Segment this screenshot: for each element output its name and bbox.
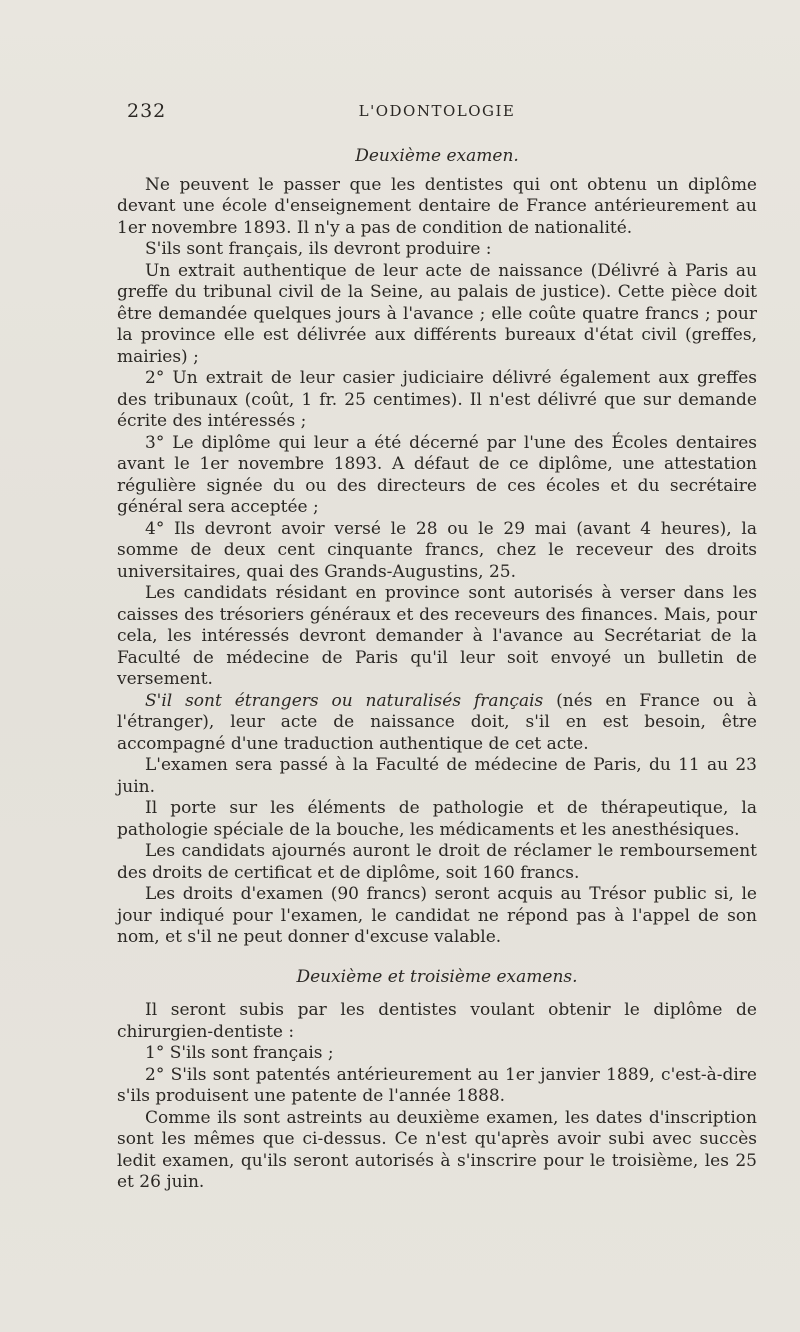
paragraph: Ne peuvent le passer que les dentistes qui ont obtenu un diplôme devant une école d'enseignement dentaire de France antérieurement au 1er novembre 1893. Il n'y a pas de condition de nationalité.	[117, 174, 757, 238]
paragraph: S'il sont étrangers ou naturalisés français (nés en France ou à l'étranger), leur acte de naissance doit, s'il en est besoin, être accompagné d'une traduction authentique de cet acte.	[117, 690, 757, 754]
paragraph: Il seront subis par les dentistes voulant obtenir le diplôme de chirurgien-dentiste :	[117, 1000, 757, 1042]
section-title: Deuxième et troisième examens.	[296, 966, 578, 987]
paragraph: Les droits d'examen (90 francs) seront acquis au Trésor public si, le jour indiqué pour l'examen, le candidat ne répond pas à l'appel de son nom, et s'il ne peut donner d'excuse valable.	[117, 884, 757, 947]
paragraph: 3° Le diplôme qui leur a été décerné par l'une des Écoles dentaires avant le 1er novembre 1893. A défaut de ce diplôme, une attestation régulière signée du ou des directeurs de ces écoles et du secrétaire général sera acceptée ;	[117, 432, 757, 517]
page-header	[117, 100, 757, 124]
paragraph: Les candidats résidant en province sont autorisés à verser dans les caisses des trésoriers généraux et des receveurs des finances. Mais, pour cela, les intéressés devront demander à l'avance au Secrétariat de la Faculté de médecine de Paris qu'il leur soit envoyé un bulletin de versement.	[117, 583, 757, 689]
paragraph: Comme ils sont astreints au deuxième examen, les dates d'inscription sont les mêmes que ci-dessus. Ce n'est qu'après avoir subi avec succès ledit examen, qu'ils seront autorisés à s'inscrire pour le troisième, les 25 et 26 juin.	[117, 1107, 757, 1192]
paragraph: L'examen sera passé à la Faculté de médecine de Paris, du 11 au 23 juin.	[117, 755, 757, 797]
paragraph: Un extrait authentique de leur acte de naissance (Délivré à Paris au greffe du tribunal civil de la Seine, au palais de justice). Cette pièce doit être demandée quelques jours à l'avance ; elle coûte quatre francs ; pour la province elle est délivrée aux différents bureaux d'état civil (greffes, mairies) ;	[117, 260, 757, 367]
paragraph: Il porte sur les éléments de pathologie et de thérapeutique, la pathologie spéciale de la bouche, les médicaments et les anesthésiques.	[117, 798, 757, 840]
paragraph: 1° S'ils sont français ;	[145, 1043, 334, 1063]
paragraph: 4° Ils devront avoir versé le 28 ou le 29 mai (avant 4 heures), la somme de deux cent cinquante francs, chez le receveur des droits universitaires, quai des Grands-Augustins, 25.	[117, 518, 757, 582]
running-title: L'ODONTOLOGIE	[358, 102, 516, 120]
paragraph: Les candidats ajournés auront le droit de réclamer le remboursement des droits de certificat et de diplôme, soit 160 francs.	[117, 841, 757, 883]
paragraph: S'ils sont français, ils devront produire :	[145, 239, 492, 259]
paragraph: 2° S'ils sont patentés antérieurement au 1er janvier 1889, c'est-à-dire s'ils produisent une patente de l'année 1888.	[117, 1064, 757, 1106]
paragraph: 2° Un extrait de leur casier judiciaire délivré également aux greffes des tribunaux (coût, 1 fr. 25 centimes). Il n'est délivré que sur demande écrite des intéressés ;	[117, 368, 757, 431]
section-title: Deuxième examen.	[355, 146, 519, 166]
italic-phrase: S'il sont étrangers ou naturalisés français	[145, 690, 544, 711]
page-number: 232	[127, 100, 167, 122]
page-body	[117, 146, 757, 1194]
